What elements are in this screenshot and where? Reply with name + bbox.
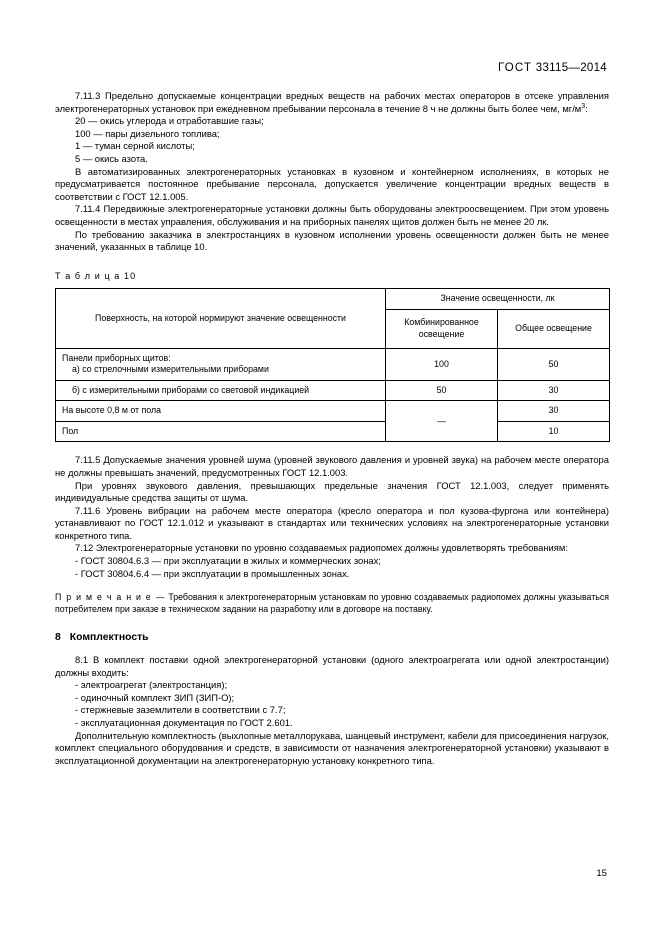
illuminance-table — [55, 288, 610, 442]
table-cell-combined: 100 — [386, 348, 498, 380]
paragraph-7-11-6: 7.11.6 Уровень вибрации на рабочем месте оператора (кресло оператора и пол кузова-фургона или контейнера) устанавливают по ГОСТ 12.1.012 и указывают в стандартах или технических условиях на электрогенераторные установки конкретного типа. — [55, 504, 609, 541]
paragraph-7-11-3-tail: : — [585, 102, 588, 114]
list-item: - ГОСТ 30804.6.3 — при эксплуатации в жилых и коммерческих зонах; — [75, 555, 381, 567]
paragraph-extra-kit: Дополнительную комплектность (выхлопные металлорукава, шанцевый инструмент, кабели для присоединения нагрузок, комплект специального оборудования и средств, в зависимости от назначения электрогенераторной установки) указывают в эксплуатационной документации на электрогенераторную установку конкретного типа. — [55, 729, 609, 766]
table-header-group: Значение освещенности, лк — [386, 289, 610, 310]
table-header-combined: Комбинированное освещение — [386, 309, 498, 348]
list-item: 100 — пары дизельного топлива; — [75, 127, 220, 139]
table-cell-surface-sub: б) с измерительными приборами со световой индикацией — [72, 384, 310, 395]
paragraph-7-11-3 — [55, 90, 609, 115]
note-label: П р и м е ч а н и е — — [55, 592, 166, 603]
table-cell-general: 30 — [498, 401, 610, 422]
list-item: - эксплуатационная документация по ГОСТ 2.601. — [75, 717, 293, 728]
list-item: 1 — туман серной кислоты; — [75, 140, 195, 152]
paragraph-7-11-3-text: 7.11.3 Предельно допускаемые концентрации вредных веществ на рабочих местах операторов в отсеке управления электрогенераторных установок при ежедневном пребывании персонала в течение 8 ч не должны быть более чем, мг/м — [55, 90, 609, 114]
note-text: Требования к электрогенераторным установкам по уровню создаваемых радиопомех должны указываться потребителем при заказе в техническом задании на разработку или в договоре на поставку. — [55, 592, 610, 614]
table-cell-surface-sub: а) со стрелочными измерительными приборами — [72, 364, 269, 375]
paragraph-customer-request: По требованию заказчика в электростанциях в кузовном исполнении уровень освещенности должен быть не менее значений, указанных в таблице 10. — [55, 228, 609, 253]
section-number: 8 — [55, 632, 61, 644]
list-item: - электроагрегат (электростанция); — [75, 679, 228, 691]
list-item: - одиночный комплект ЗИП (ЗИП-О); — [75, 691, 235, 703]
table-cell-surface — [56, 380, 386, 401]
table-header-row — [56, 289, 610, 310]
paragraph-8-1: 8.1 В комплект поставки одной электрогенераторной установки (одного электроагрегата или одной электростанции) должны входить: — [55, 654, 609, 678]
table-cell-surface: Пол — [56, 421, 386, 442]
standard-word: ГОСТ — [498, 62, 533, 74]
table-header-surface: Поверхность, на которой нормируют значение освещенности — [56, 289, 386, 349]
list-item: - стержневые заземлители в соответствии с 7.7; — [75, 704, 286, 716]
table-row — [56, 348, 610, 380]
paragraph-7-11-4: 7.11.4 Передвижные электрогенераторные установки должны быть оборудованы электроосвещением. При этом уровень освещенности в местах управления, обслуживания и на приборных панелях щитов должен быть не менее 20 лк. — [55, 203, 609, 227]
table-caption: Т а б л и ц а 10 — [55, 270, 137, 281]
list-item: - ГОСТ 30804.6.4 — при эксплуатации в промышленных зонах. — [75, 567, 350, 579]
table-cell-surface-main: Панели приборных щитов: — [62, 352, 171, 363]
table-cell-surface: На высоте 0,8 м от пола — [56, 401, 386, 422]
table-row — [56, 380, 610, 401]
table-cell-surface — [56, 348, 386, 380]
paragraph-automated: В автоматизированных электрогенераторных установках в кузовном и контейнерном исполнениях, в которых не предусматривается постоянное пребывание персонала, допускается увеличение концентрации вредных веществ в соответствии с ГОСТ 12.1.005. — [55, 165, 609, 202]
section-title-text: Комплектность — [69, 632, 149, 644]
table-cell-general: 10 — [498, 421, 610, 442]
page-header — [498, 62, 607, 74]
paragraph-7-12: 7.12 Электрогенераторные установки по уровню создаваемых радиопомех должны удовлетворять требованиям: — [75, 542, 568, 554]
list-item: 5 — окись азота. — [75, 152, 148, 164]
table-header-general: Общее освещение — [498, 309, 610, 348]
note-block — [55, 592, 609, 615]
table-row — [56, 421, 610, 442]
list-item: 20 — окись углерода и отработавшие газы; — [75, 115, 264, 127]
table-cell-general: 50 — [498, 348, 610, 380]
section-heading — [55, 632, 609, 645]
page-content — [55, 90, 609, 767]
paragraph-noise-levels: При уровнях звукового давления, превышающих предельные значения ГОСТ 12.1.003, следует применять индивидуальные средства защиты от шума. — [55, 479, 609, 504]
paragraph-7-11-3-superscript: 3 — [581, 102, 586, 110]
table-cell-combined: 50 — [386, 380, 498, 401]
table-cell-combined: — — [386, 401, 498, 442]
table-cell-general: 30 — [498, 380, 610, 401]
standard-number: 33115—2014 — [535, 62, 607, 74]
paragraph-7-11-5: 7.11.5 Допускаемые значения уровней шума (уровней звукового давления и уровней звука) на рабочем месте оператора не должны превышать значений, предусмотренных ГОСТ 12.1.003. — [55, 454, 609, 478]
table-row — [56, 401, 610, 422]
page-number: 15 — [596, 868, 607, 879]
